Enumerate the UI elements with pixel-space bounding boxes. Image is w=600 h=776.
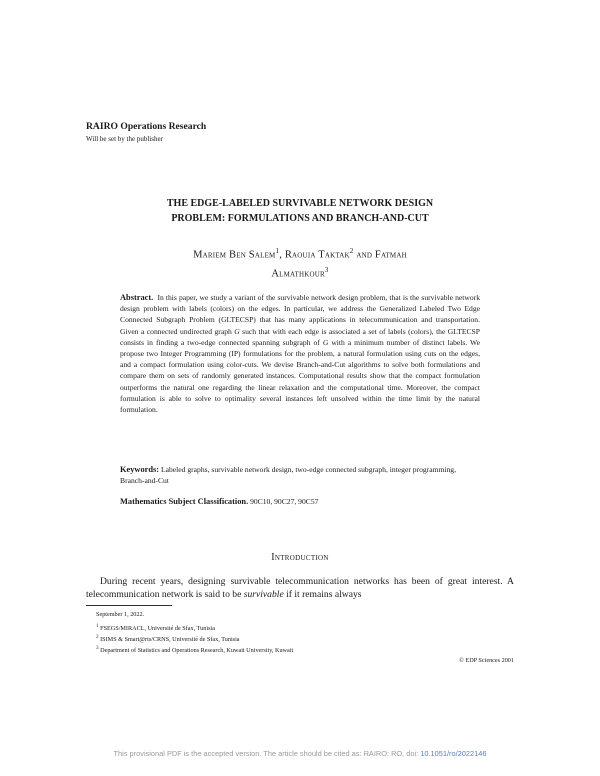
provisional-pdf-notice [0, 749, 600, 758]
author-list [86, 244, 514, 281]
graph-symbol: G [322, 337, 329, 347]
section-heading-introduction: Introduction [271, 552, 329, 563]
body-text-1: During recent years, designing survivable telecommunication networks has been of great interest. A telecommunication network is said to be [86, 576, 514, 601]
keywords-text: Labeled graphs, survivable network design, two-edge connected subgraph, integer programming, Branch-and-Cut [120, 465, 456, 486]
author-3-last: Almathkour [271, 268, 325, 279]
body-text-2: if it remains always [283, 589, 362, 601]
title-line-1: THE EDGE-LABELED SURVIVABLE NETWORK DESIGN [166, 198, 434, 209]
footnote-3-text: Department of Statistics and Operations Research, Kuwait University, Kuwait [100, 647, 294, 655]
authors-line-2 [86, 263, 514, 282]
publisher-note: Will be set by the publisher [86, 135, 163, 143]
journal-name: RAIRO Operations Research [86, 121, 207, 132]
footnote-rule [86, 605, 172, 606]
msc-codes: 90C10, 90C27, 90C57 [250, 497, 319, 506]
abstract-text-2: such that with each edge is associated a set of labels (colors), the GLTECSP consists in finding a two-edge connected spanning subgraph of [120, 326, 480, 347]
copyright-notice: © EDP Sciences 2001 [459, 657, 514, 664]
paper-title [86, 196, 514, 226]
author-3-first: Fatmah [374, 249, 407, 261]
keywords-label: Keywords: [120, 465, 160, 474]
footnote-2-mark: 2 [96, 634, 99, 640]
author-2: Raouia Taktak [284, 249, 350, 261]
footnote-date: September 1, 2022. [96, 611, 145, 618]
doi-link[interactable]: 10.1051/ro/2022146 [420, 749, 487, 758]
author-2-mark: 2 [349, 247, 354, 255]
author-3-mark: 3 [324, 265, 329, 274]
abstract-text-1: In this paper, we study a variant of the survivable network design problem, that is the survivable network design problem with labels (colors) on the edges. In particular, we address the Generalized Labeled Two Edge Connected Subgraph Problem (GLTECSP) that has many applications in telecommunication and transportation. Given a connected undirected graph [120, 293, 481, 336]
emphasis-survivable: survivable [243, 589, 284, 601]
msc-classification [120, 496, 480, 507]
footnote-3-mark: 3 [96, 645, 99, 651]
citation-notice-text: This provisional PDF is the accepted version. The article should be cited as: RAIRO: RO, doi: [113, 749, 421, 758]
footnote-1-mark: 1 [96, 623, 99, 629]
msc-label: Mathematics Subject Classification. [120, 497, 249, 506]
author-separator: , [279, 249, 285, 261]
author-and: and [353, 249, 375, 261]
footnote-1 [96, 623, 215, 632]
footnote-3 [96, 645, 293, 654]
author-1-mark: 1 [275, 247, 280, 255]
graph-symbol: G [234, 326, 240, 336]
keywords [120, 464, 480, 486]
abstract-label: Abstract. [120, 293, 154, 302]
title-line-2: PROBLEM: FORMULATIONS AND BRANCH-AND-CUT [171, 213, 429, 224]
abstract [120, 292, 480, 415]
authors-line-1 [86, 244, 514, 263]
body-text [86, 575, 514, 602]
footnote-2-text: ISIMS & Smart@rts/CRNS, Université de Sfax, Tunisia [100, 636, 240, 644]
abstract-text-3: with a minimum number of distinct labels. We propose two Integer Programming (IP) formulations for the problem, a natural formulation using cuts on the edges, and a compact formulation using color-cuts. We devise Branch-and-Cut algorithms to solve both formulations and compare them on sets of randomly generated instances. Computational results show that the compact formulation outperforms the natural one regarding the linear relaxation and the computational time. Moreover, the compact formulation is able to solve to optimality several instances left unsolved within the time limit by the natural formulation. [120, 337, 480, 415]
footnote-1-text: FSEGS/MIRACL, Université de Sfax, Tunisia [100, 625, 215, 633]
body-paragraph [86, 575, 514, 602]
footnote-2 [96, 634, 240, 643]
author-1: Mariem Ben Salem [193, 249, 276, 261]
